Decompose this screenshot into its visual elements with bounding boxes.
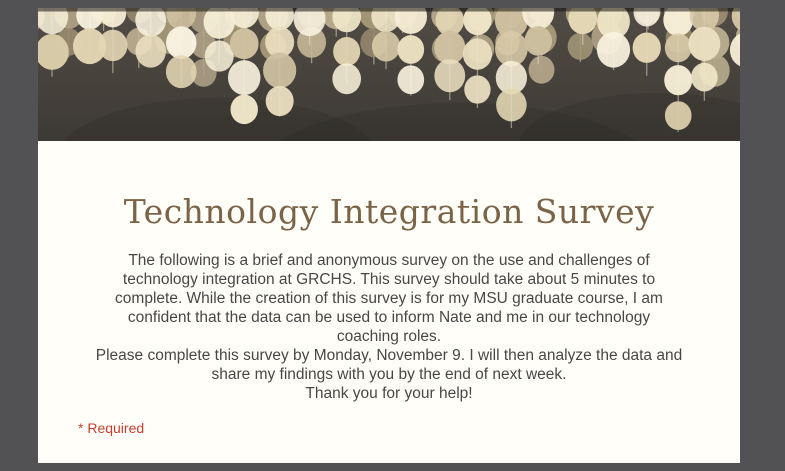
garland-banner-graphic <box>38 8 740 141</box>
form-description <box>78 251 700 403</box>
description-line: confident that the data can be used to inform Nate and me in our technology <box>127 309 651 326</box>
form-title: Technology Integration Survey <box>123 192 655 231</box>
form-header-banner-image <box>38 8 740 141</box>
description-line: technology integration at GRCHS. This survey should take about 5 minutes to <box>122 271 656 288</box>
description-line: share my findings with you by the end of next week. <box>211 366 567 383</box>
description-line: complete. While the creation of this survey is for my MSU graduate course, I am <box>115 290 663 307</box>
form-card <box>38 141 740 463</box>
description-line: The following is a brief and anonymous survey on the use and challenges of <box>128 252 650 269</box>
required-note: * Required <box>78 420 145 436</box>
description-line: coaching roles. <box>336 328 442 345</box>
description-line: Thank you for your help! <box>305 385 473 402</box>
form-page <box>38 8 740 463</box>
description-line: Please complete this survey by Monday, November 9. I will then analyze the data and <box>95 347 683 364</box>
